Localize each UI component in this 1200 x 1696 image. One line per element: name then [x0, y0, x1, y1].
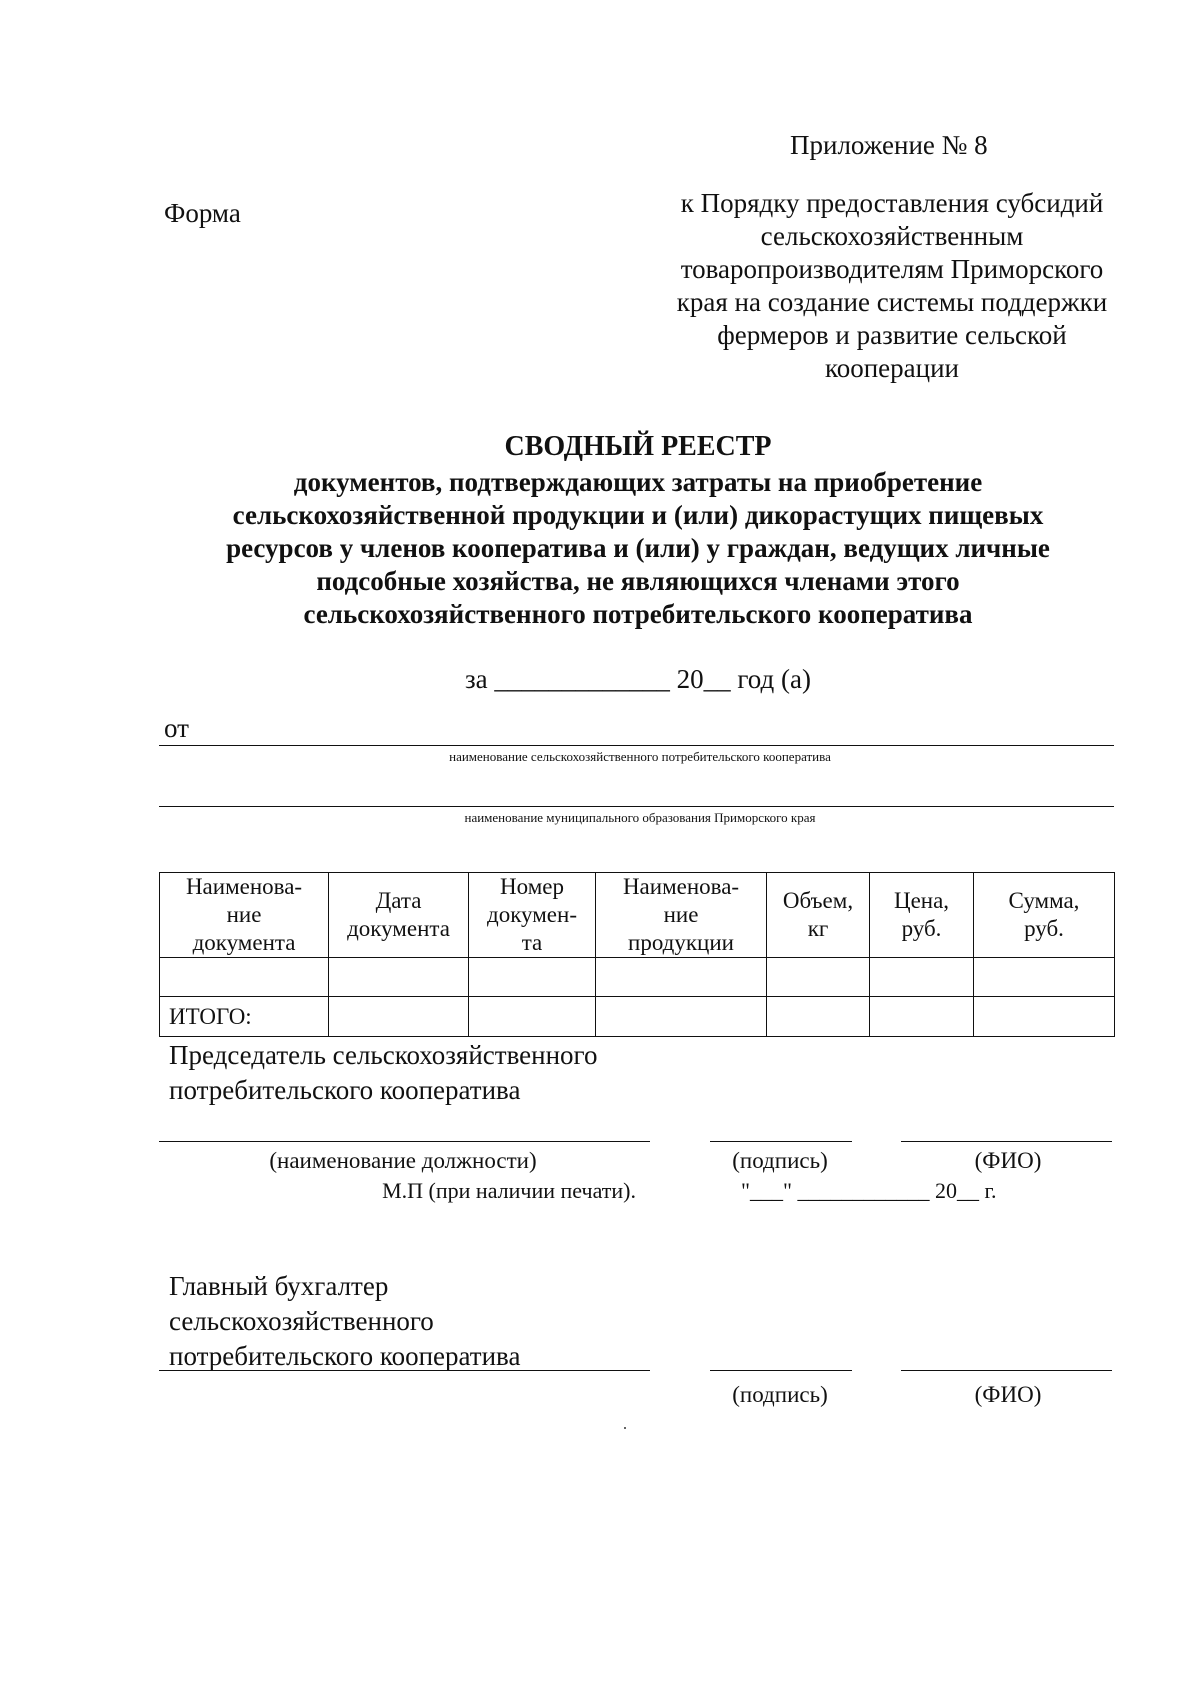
from-label: от: [164, 713, 189, 743]
accountant-title-line: сельскохозяйственного: [169, 1306, 434, 1336]
registry-table: [159, 872, 1115, 1037]
table-cell: [870, 997, 974, 1037]
subtitle-line: документов, подтверждающих затраты на приобретение: [293, 467, 983, 497]
coop-name-line: [159, 745, 1114, 746]
subtitle-line: сельскохозяйственного потребительского кооператива: [303, 599, 973, 629]
accountant-name-line: [901, 1370, 1112, 1371]
total-label: ИТОГО:: [160, 997, 329, 1037]
subtitle-line: подсобные хозяйства, не являющихся членами этого: [316, 566, 960, 596]
header-sum: Сумма, руб.: [974, 873, 1115, 958]
chairman-title: [169, 1038, 597, 1108]
municipality-name-line: [159, 806, 1114, 807]
seal-note: М.П (при наличии печати).: [382, 1178, 636, 1203]
chairman-signature-caption: (подпись): [732, 1148, 828, 1173]
table-cell: [596, 997, 767, 1037]
basis-line: сельскохозяйственным: [760, 221, 1024, 251]
accountant-position-line: [159, 1370, 650, 1371]
document-subtitle: [138, 466, 1138, 631]
table-total-row: [160, 997, 1115, 1037]
chairman-position-line: [159, 1141, 650, 1142]
header-document-date: Дата документа: [329, 873, 469, 958]
header-volume: Объем, кг: [767, 873, 870, 958]
table-cell: [974, 997, 1115, 1037]
table-cell: [329, 958, 469, 997]
signing-date-line: "___" ____________ 20__ г.: [741, 1178, 997, 1203]
accountant-title: [169, 1269, 520, 1374]
basis-line: к Порядку предоставления субсидий: [680, 188, 1104, 218]
basis-line: фермеров и развитие сельской: [717, 320, 1067, 350]
chairman-name-line: [901, 1141, 1112, 1142]
accountant-title-line: Главный бухгалтер: [169, 1271, 389, 1301]
form-label: Форма: [164, 198, 241, 228]
table-cell: [469, 958, 596, 997]
table-cell: [767, 958, 870, 997]
position-caption: (наименование должности): [269, 1148, 537, 1173]
table-cell: [469, 997, 596, 1037]
reporting-period: за _____________ 20__ год (а): [465, 664, 811, 694]
basis-line: края на создание системы поддержки: [676, 287, 1108, 317]
accountant-title-line: потребительского кооператива: [169, 1341, 521, 1371]
chairman-signature-line: [710, 1141, 852, 1142]
basis-line: кооперации: [824, 353, 959, 383]
chairman-name-caption: (ФИО): [974, 1148, 1042, 1173]
table-row: [160, 958, 1115, 997]
coop-name-caption: наименование сельскохозяйственного потребительского кооператива: [449, 749, 831, 764]
table-cell: [160, 958, 329, 997]
chairman-title-line: Председатель сельскохозяйственного: [169, 1040, 598, 1070]
header-price: Цена, руб.: [870, 873, 974, 958]
table-cell: [767, 997, 870, 1037]
table-cell: [329, 997, 469, 1037]
appendix-number: Приложение № 8: [790, 130, 988, 160]
table-cell: [974, 958, 1115, 997]
table-header-row: [160, 873, 1115, 958]
subtitle-line: ресурсов у членов кооператива и (или) у граждан, ведущих личные: [226, 533, 1050, 563]
subtitle-line: сельскохозяйственной продукции и (или) дикорастущих пищевых: [232, 500, 1044, 530]
header-product-name: Наименова- ние продукции: [596, 873, 767, 958]
chairman-title-line: потребительского кооператива: [169, 1075, 521, 1105]
table-cell: [870, 958, 974, 997]
table-cell: [596, 958, 767, 997]
accountant-signature-line: [710, 1370, 852, 1371]
header-document-name: Наименова- ние документа: [160, 873, 329, 958]
document-title: СВОДНЫЙ РЕЕСТР: [504, 431, 772, 462]
basis-line: товаропроизводителям Приморского: [680, 254, 1104, 284]
accountant-signature-caption: (подпись): [732, 1382, 828, 1407]
municipality-name-caption: наименование муниципального образования Приморского края: [464, 810, 816, 825]
basis-reference: [640, 187, 1144, 385]
accountant-name-caption: (ФИО): [974, 1382, 1042, 1407]
header-document-number: Номер докумен- та: [469, 873, 596, 958]
scan-speck: [624, 1427, 626, 1429]
